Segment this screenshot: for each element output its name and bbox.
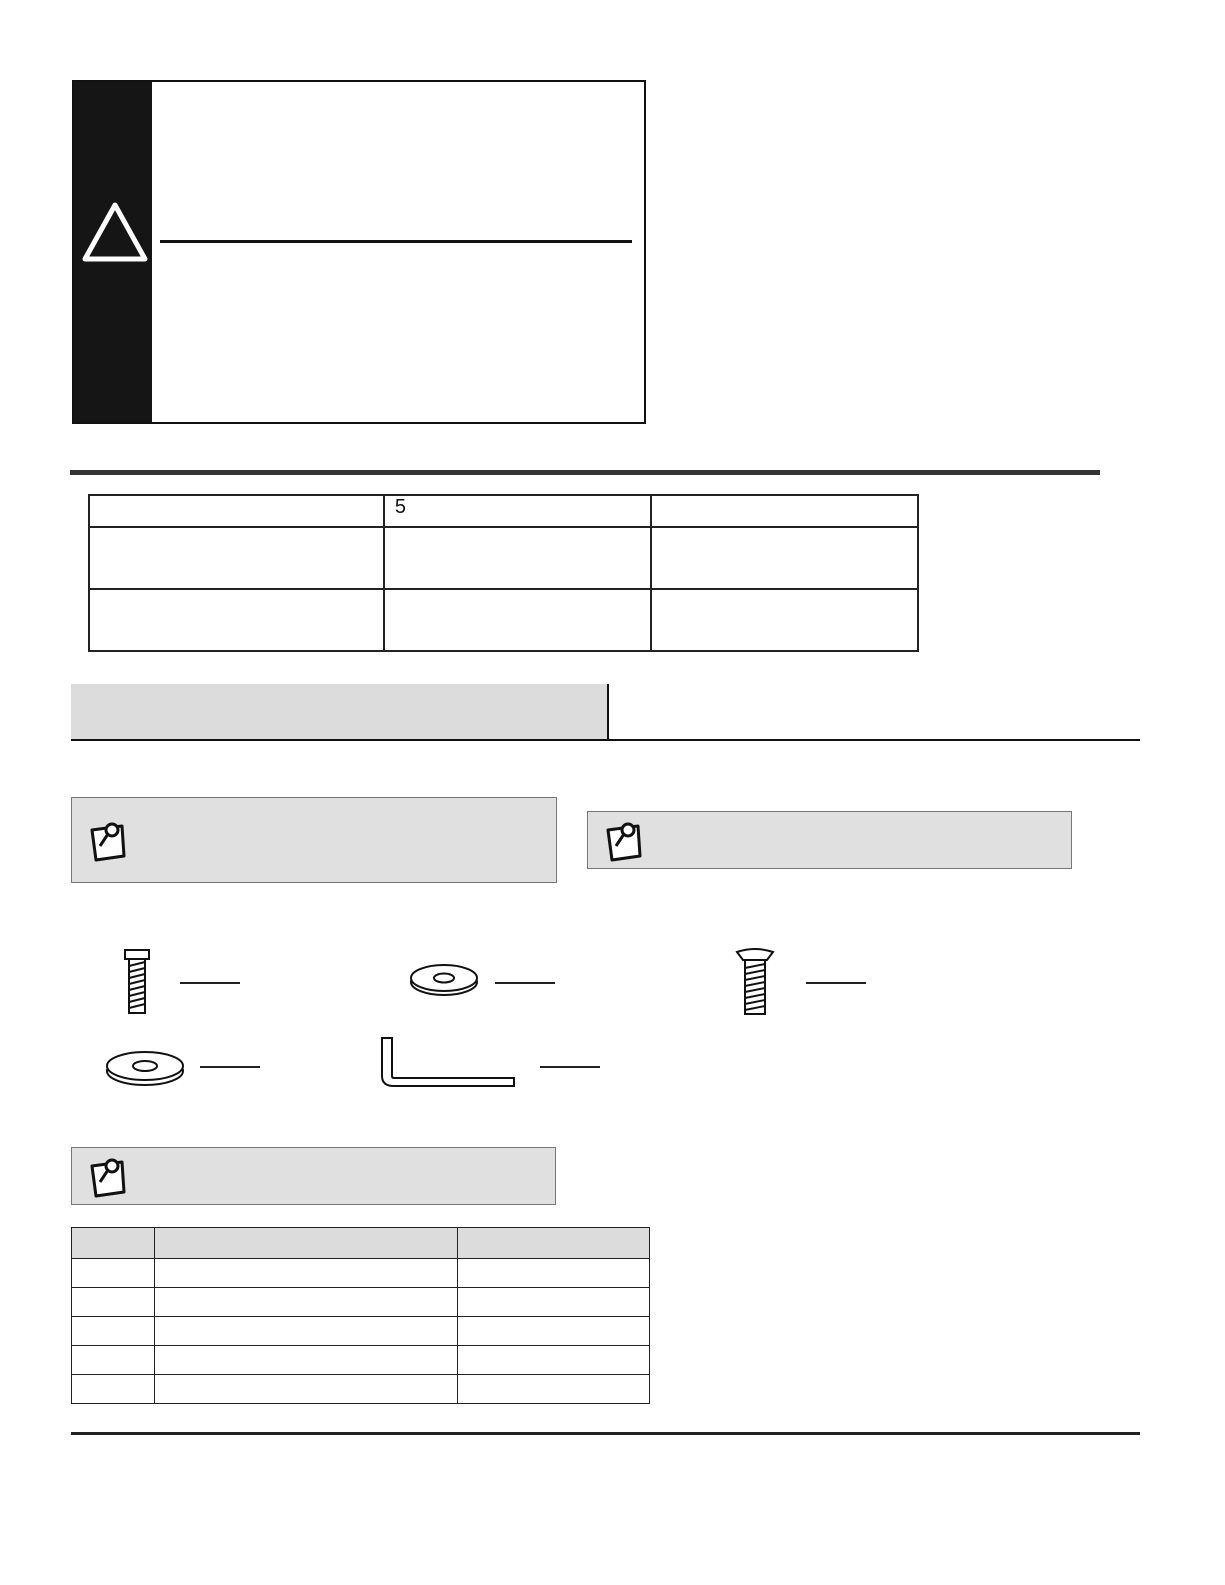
- table-cell: [651, 589, 918, 651]
- footer-rule: [71, 1432, 1140, 1435]
- note-box: [71, 797, 557, 883]
- warning-divider: [160, 240, 632, 243]
- table-row: [72, 1346, 650, 1375]
- table-cell: [457, 1288, 649, 1317]
- table-cell: [155, 1288, 458, 1317]
- table-cell: [384, 589, 651, 651]
- table-row: [89, 527, 918, 589]
- hardware-label-line: [200, 1066, 260, 1068]
- warning-box: [72, 80, 646, 424]
- table-cell: [155, 1317, 458, 1346]
- flat-washer-icon: [104, 1048, 186, 1088]
- hardware-label-line: [540, 1066, 600, 1068]
- table-cell: [457, 1317, 649, 1346]
- table-cell: [89, 527, 384, 589]
- table-row: [89, 589, 918, 651]
- specs-table: [88, 494, 919, 652]
- note-box: [587, 811, 1072, 869]
- section-rule: [70, 470, 1100, 475]
- table-cell: [155, 1375, 458, 1404]
- table-cell: [72, 1375, 155, 1404]
- table-header-cell: [457, 1228, 649, 1259]
- allen-wrench-icon: [378, 1036, 518, 1090]
- table-cell: [72, 1259, 155, 1288]
- table-header-cell: [155, 1228, 458, 1259]
- bolt-icon: [120, 948, 154, 1016]
- warning-triangle-icon: [80, 200, 150, 264]
- pushpin-note-icon: [84, 1154, 130, 1200]
- table-header-row: [72, 1228, 650, 1259]
- table-header-cell: [72, 1228, 155, 1259]
- pushpin-note-icon: [600, 818, 646, 864]
- table-cell: [155, 1346, 458, 1375]
- table-cell: [651, 495, 918, 527]
- table-row: [72, 1317, 650, 1346]
- table-cell: [72, 1346, 155, 1375]
- hardware-label-line: [806, 982, 866, 984]
- flat-head-screw-icon: [734, 948, 776, 1018]
- note-box: [71, 1147, 556, 1205]
- pushpin-note-icon: [84, 818, 130, 864]
- table-cell: [155, 1259, 458, 1288]
- table-row: [89, 495, 918, 527]
- table-row: [72, 1375, 650, 1404]
- table-cell: [457, 1259, 649, 1288]
- table-cell: [72, 1288, 155, 1317]
- hardware-label-line: [495, 982, 555, 984]
- hardware-label-line: [180, 982, 240, 984]
- table-cell: [72, 1317, 155, 1346]
- table-cell: [89, 495, 384, 527]
- parts-table: [71, 1227, 650, 1404]
- section-header-tab: [71, 684, 609, 740]
- section-header-line: [71, 739, 1140, 741]
- table-cell: [384, 527, 651, 589]
- table-cell: [89, 589, 384, 651]
- washer-icon: [408, 962, 480, 998]
- warning-band: [74, 82, 152, 422]
- table-cell: 5: [384, 495, 651, 527]
- table-cell: [457, 1346, 649, 1375]
- table-cell: [651, 527, 918, 589]
- table-row: [72, 1259, 650, 1288]
- table-row: [72, 1288, 650, 1317]
- table-cell: [457, 1375, 649, 1404]
